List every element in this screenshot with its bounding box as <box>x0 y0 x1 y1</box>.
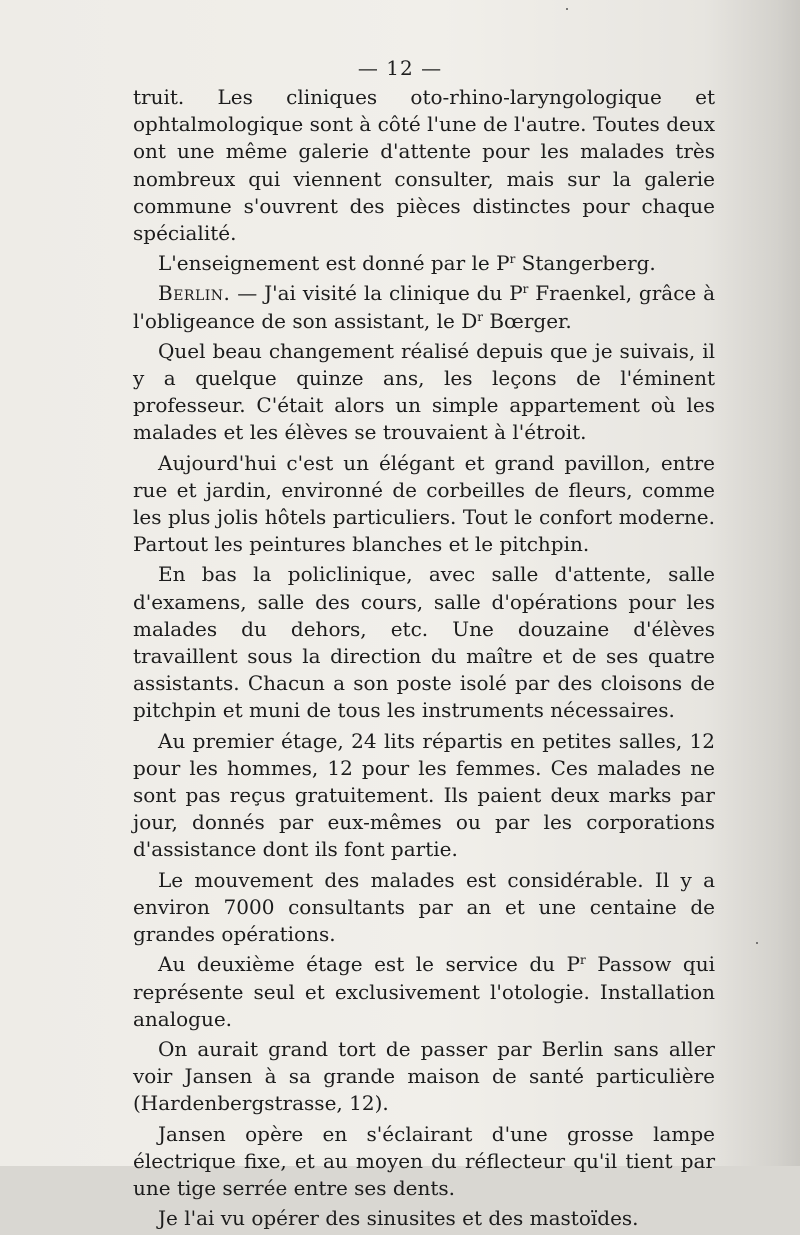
text-run: Bœrger. <box>483 308 572 333</box>
paragraph: Le mouvement des malades est considérable. Il y a environ 7000 consultants par an et une centaine de grandes opérations. <box>133 867 715 947</box>
paragraph: Jansen opère en s'éclairant d'une grosse lampe électrique fixe, et au moyen du réflecteur qu'il tient par une tige serrée entre ses dents. <box>133 1121 715 1200</box>
paragraph: On aurait grand tort de passer par Berlin sans aller voir Jansen à sa grande maison de santé particulière (Hardenbergstrasse, 12). <box>133 1036 715 1116</box>
city-heading: Berlin. <box>158 281 231 306</box>
paragraph: Je l'ai vu opérer des sinusites et des mastoïdes. <box>158 1206 639 1231</box>
ink-speck <box>756 942 758 944</box>
text-run: Stangerberg. <box>515 251 656 276</box>
text-run: Fraenkel, grâce à l'obligeance de son assistant, le D <box>133 281 716 333</box>
text-run: Passow qui représente seul et exclusivement l'otologie. Installation analogue. <box>133 952 715 1031</box>
paragraph: Au premier étage, 24 lits répartis en petites salles, 12 pour les hommes, 12 pour les femmes. Ces malades ne sont pas reçus gratuitement. Ils paient deux marks par jour, donnés par eux-mêmes ou par les corporations d'assistance dont ils font partie. <box>133 728 715 862</box>
paragraph <box>133 951 715 1033</box>
paragraph: truit. Les cliniques oto-rhino-laryngologique et ophtalmologique sont à côté l'une de l'autre. Toutes deux ont une même galerie d'attente pour les malades très nombreux qui viennent consulter, mais sur la galerie commune s'ouvrent des pièces distinctes pour chaque spécialité. <box>133 85 715 246</box>
paragraph: Quel beau changement réalisé depuis que je suivais, il y a quelque quinze ans, les leçons de l'éminent professeur. C'était alors un simple appartement où les malades et les élèves se trouvaient à l'étroit. <box>133 338 715 445</box>
superscript: r <box>580 953 586 968</box>
paragraph: Aujourd'hui c'est un élégant et grand pavillon, entre rue et jardin, environné de corbeilles de fleurs, comme les plus jolis hôtels particuliers. Tout le confort moderne. Partout les peintures blanches et le pitchpin. <box>133 450 715 557</box>
body-text <box>133 84 715 1235</box>
text-run: Au deuxième étage est le service du P <box>158 952 580 977</box>
superscript: r <box>522 282 529 297</box>
paragraph <box>133 250 715 277</box>
paragraph: En bas la policlinique, avec salle d'attente, salle d'examens, salle des cours, salle d'opérations pour les malades du dehors, etc. Une douzaine d'élèves travaillent sous la direction du maître et de ses quatre assistants. Chacun a son poste isolé par des cloisons de pitchpin et muni de tous les instruments nécessaires. <box>133 562 715 723</box>
superscript: r <box>509 252 516 267</box>
text-run: L'enseignement est donné par le P <box>158 251 510 276</box>
text-run: — J'ai visité la clinique du P <box>230 281 523 306</box>
page-number: — 12 — <box>357 56 443 80</box>
paragraph <box>133 280 715 334</box>
superscript: r <box>477 309 483 324</box>
ink-speck <box>566 8 568 10</box>
